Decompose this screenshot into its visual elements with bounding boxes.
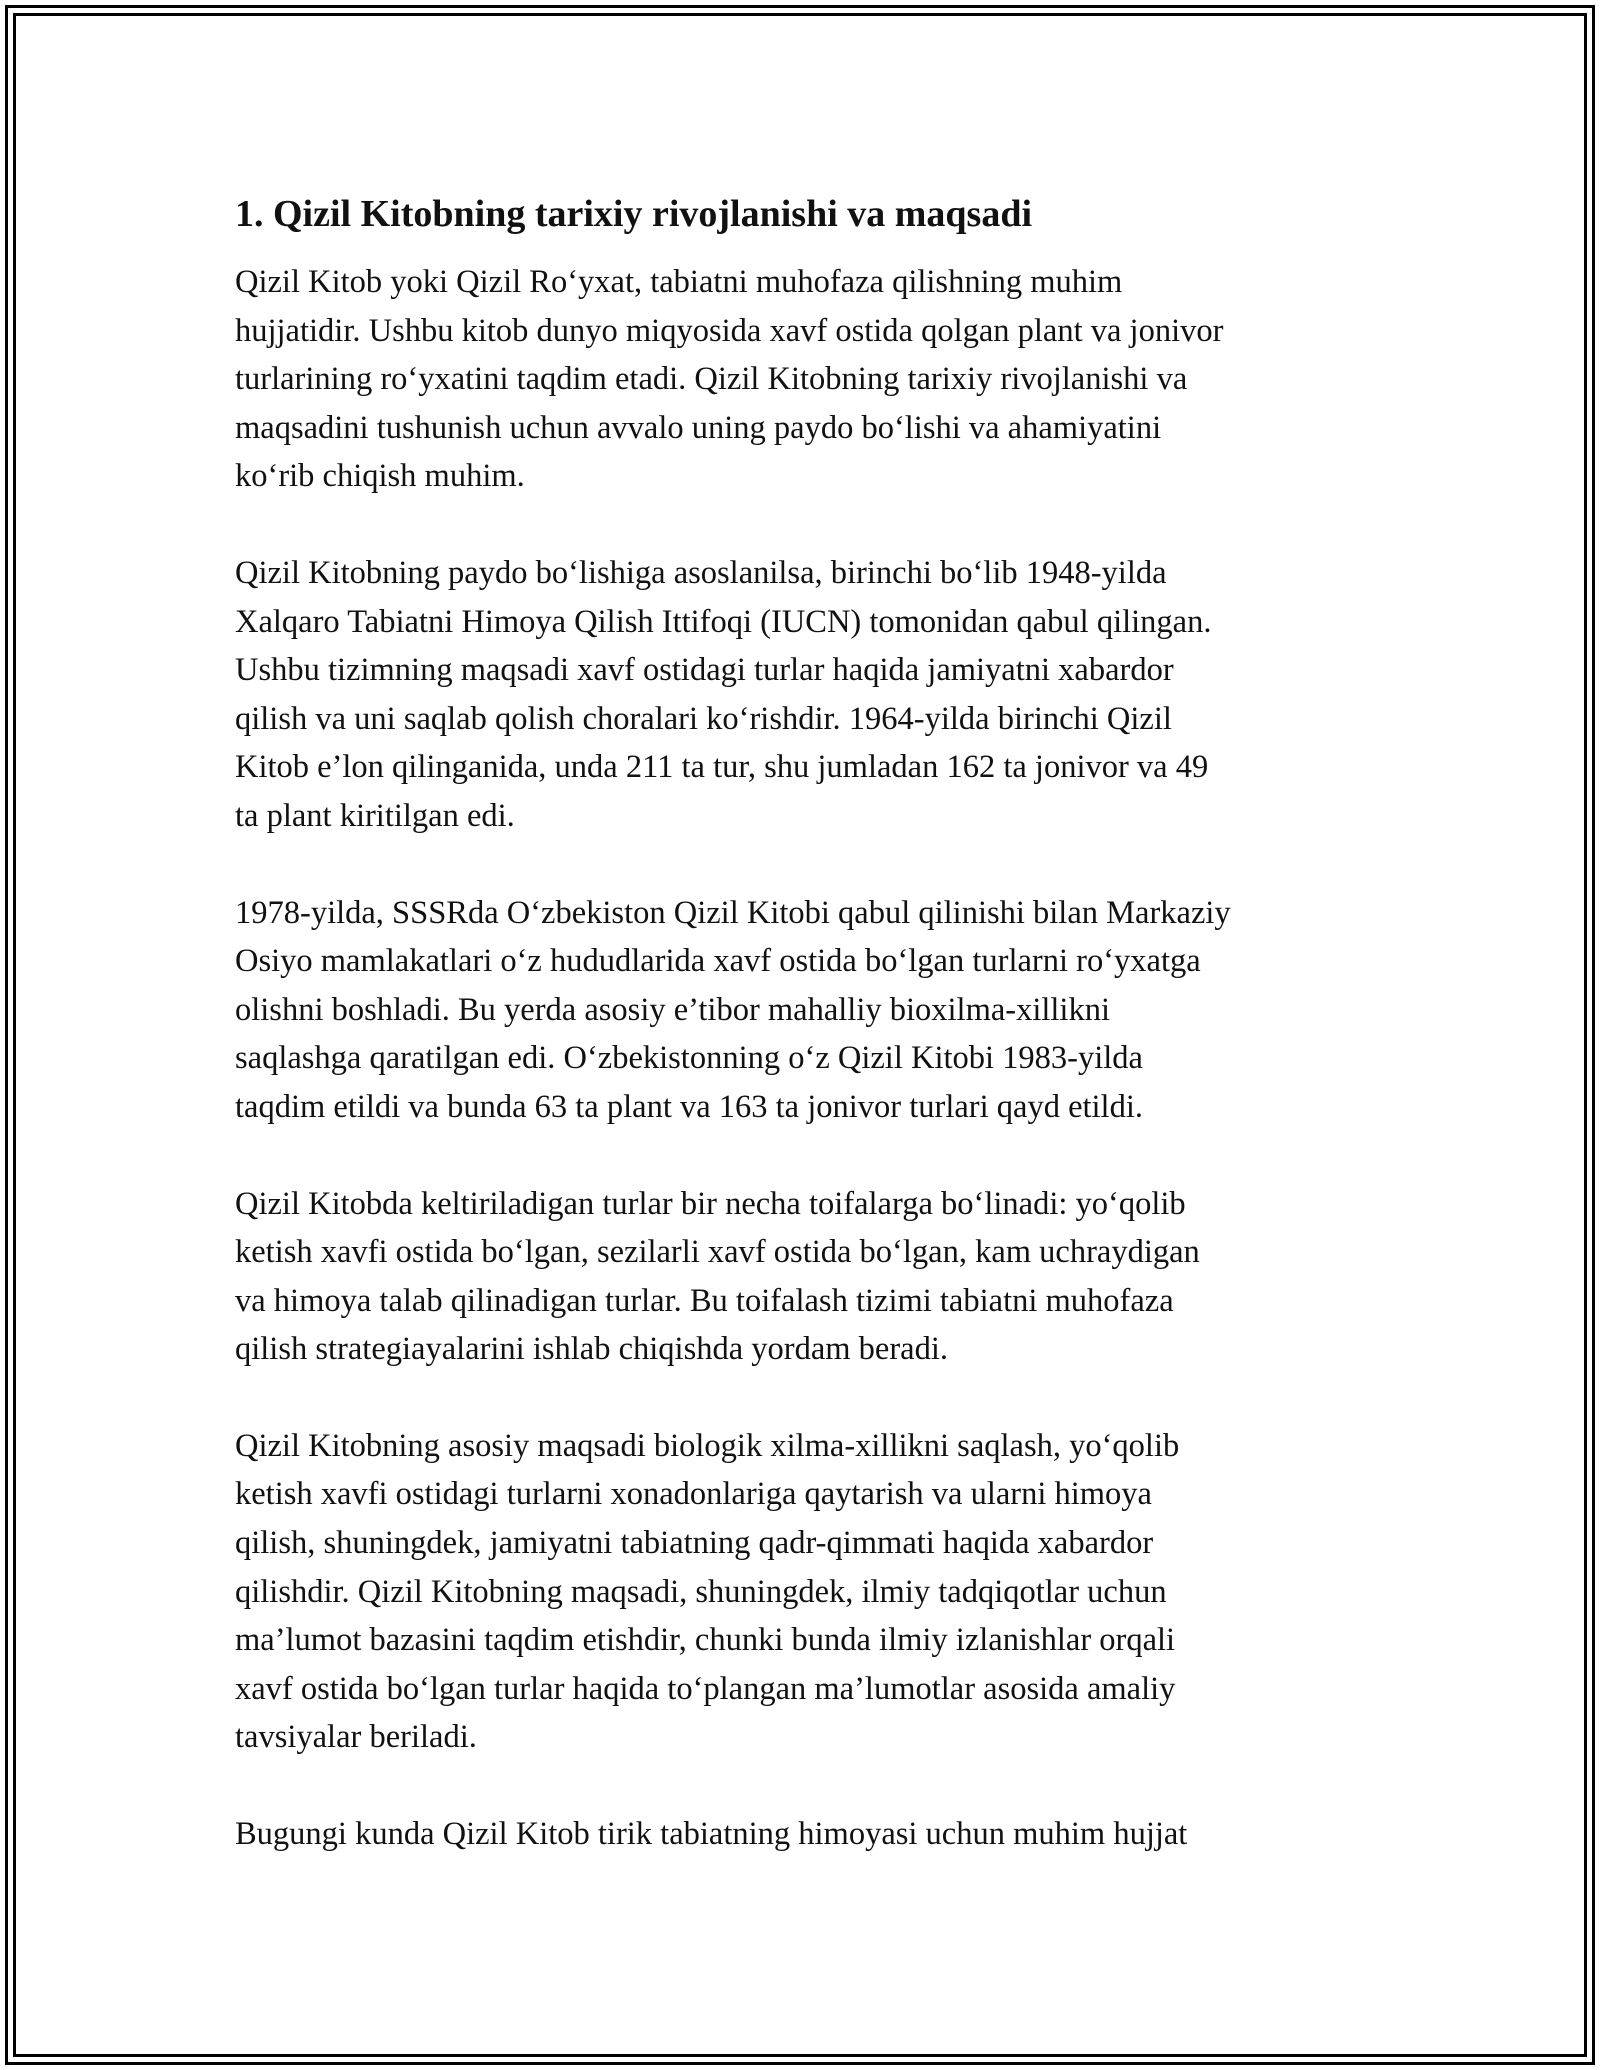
paragraph-categories: Qizil Kitobda keltiriladigan turlar bir necha toifalarga bo‘linadi: yo‘qolib ketish xavfi ostida bo‘lgan, sezilarli xavf ostida bo‘lgan, kam uchraydigan va himoya talab qilinadigan turlar. Bu toifalash tizimi tabiatni muhofaza qilish strategiayalarini ishlab chiqishda yordam beradi. bbox=[235, 1185, 1200, 1368]
paragraph-uzbekistan: 1978-yilda, SSSRda O‘zbekiston Qizil Kitobi qabul qilinishi bilan Markaziy Osiyo mamlakatlari o‘z hududlarida xavf ostida bo‘lgan turlarni ro‘yxatga olishni boshladi. Bu yerda asosiy e’tibor mahalliy bioxilma-xillikni saqlashga qaratilgan edi. O‘zbekistonning o‘z Qizil Kitobi 1983-yilda taqdim etildi va bunda 63 ta plant va 163 ta jonivor turlari qayd etildi. bbox=[235, 894, 1231, 1125]
paragraph-intro: Qizil Kitob yoki Qizil Ro‘yxat, tabiatni muhofaza qilishning muhim hujjatidir. Ushbu kitob dunyo miqyosida xavf ostida qolgan plant va jonivor turlarining ro‘yxatini taqdim etadi. Qizil Kitobning tarixiy rivojlanishi va maqsadini tushunish uchun avvalo uning paydo bo‘lishi va ahamiyatini ko‘rib chiqish muhim. bbox=[235, 264, 1224, 495]
paragraph-today: Bugungi kunda Qizil Kitob tirik tabiatning himoyasi uchun muhim hujjat bbox=[235, 1816, 1188, 1853]
paragraph-purpose: Qizil Kitobning asosiy maqsadi biologik xilma-xillikni saqlash, yo‘qolib ketish xavfi ostidagi turlarni xonadonlariga qaytarish va ularni himoya qilish, shuningdek, jamiyatni tabiatning qadr-qimmati haqida xabardor qilishdir. Qizil Kitobning maqsadi, shuningdek, ilmiy tadqiqotlar uchun ma’lumot bazasini taqdim etishdir, chunki bunda ilmiy izlanishlar orqali xavf ostida bo‘lgan turlar haqida to‘plangan ma’lumotlar asosida amaliy tavsiyalar beriladi. bbox=[235, 1427, 1180, 1756]
paragraph-origin: Qizil Kitobning paydo bo‘lishiga asoslanilsa, birinchi bo‘lib 1948-yilda Xalqaro Tabiatni Himoya Qilish Ittifoqi (IUCN) tomonidan qabul qilingan. Ushbu tizimning maqsadi xavf ostidagi turlar haqida jamiyatni xabardor qilish va uni saqlab qolish choralari ko‘rishdir. 1964-yilda birinchi Qizil Kitob e’lon qilinganida, unda 211 ta tur, shu jumladan 162 ta jonivor va 49 ta plant kiritilgan edi. bbox=[235, 554, 1212, 834]
document-body bbox=[235, 186, 1365, 1907]
section-heading: 1. Qizil Kitobning tarixiy rivojlanishi va maqsadi bbox=[235, 193, 1033, 235]
